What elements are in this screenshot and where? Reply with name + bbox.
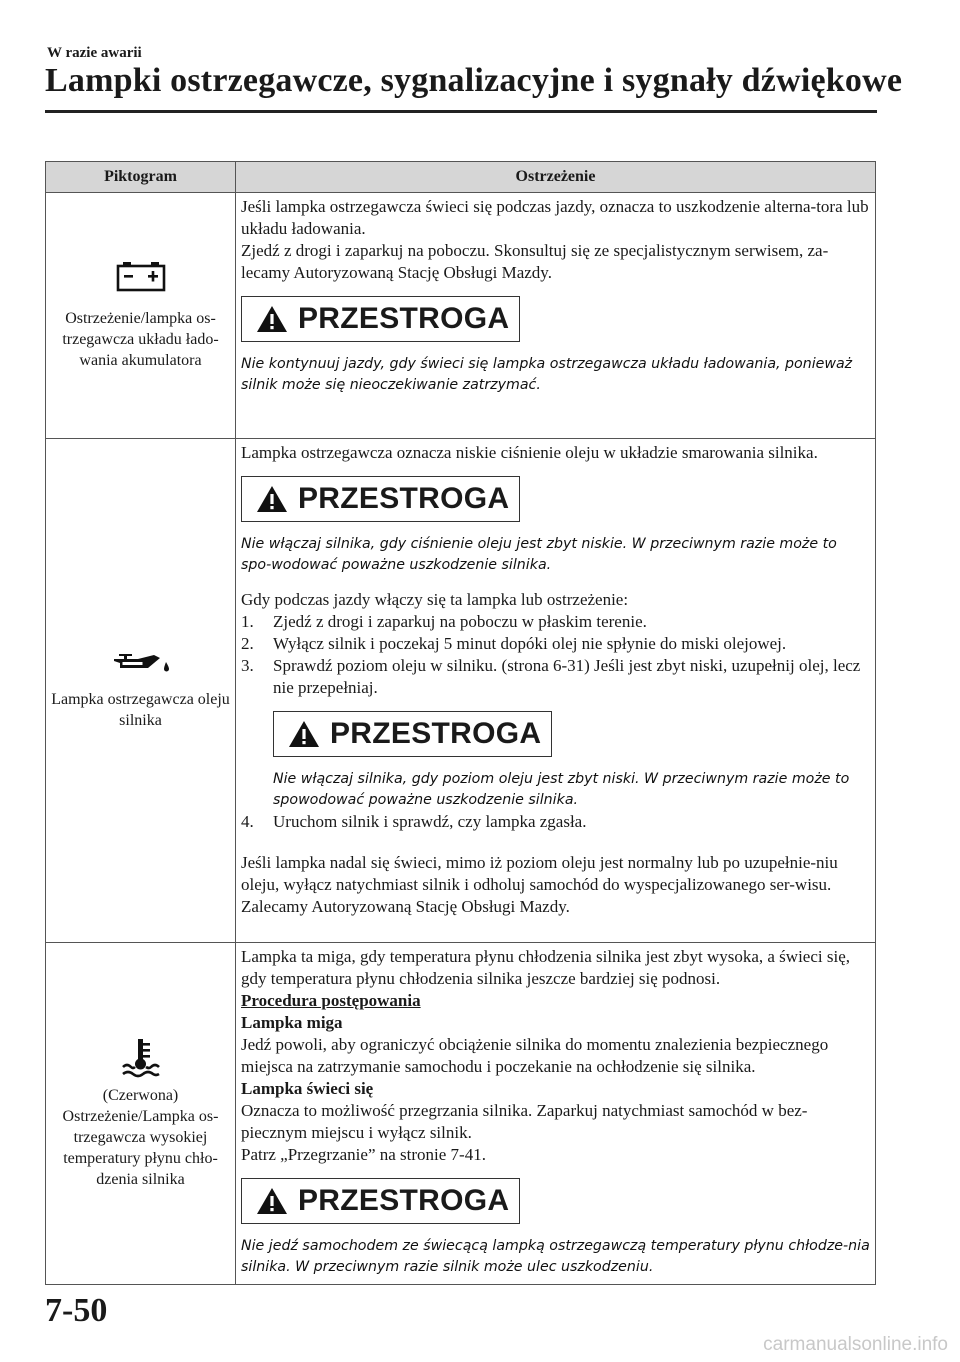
- coolant-temperature-icon: [121, 1037, 161, 1079]
- caution-box: [273, 711, 552, 757]
- column-header-pictogram: Piktogram: [46, 162, 236, 193]
- caution-label: PRZESTROGA: [298, 302, 510, 335]
- caution-label: PRZESTROGA: [298, 482, 510, 515]
- warning-text: Lampka ostrzegawcza oznacza niskie ciśnienie oleju w układzie smarowania silnika.: [241, 443, 818, 462]
- list-item: 4. Uruchom silnik i sprawdź, czy lampka zgasła.: [241, 812, 587, 831]
- caution-box: [241, 296, 520, 342]
- page-title: Lampki ostrzegawcze, sygnalizacyjne i sygnały dźwiękowe: [45, 62, 903, 99]
- lit-heading: Lampka świeci się: [241, 1079, 374, 1098]
- warning-triangle-icon: [288, 720, 320, 748]
- warning-text: Zjedź z drogi i zaparkuj na poboczu. Skonsultuj się ze specjalistycznym serwisem, za-lecamy Autoryzowaną Stację Obsługi Mazdy.: [241, 241, 829, 282]
- battery-icon: [114, 260, 168, 292]
- warning-cell: [236, 193, 876, 439]
- blink-heading: Lampka miga: [241, 1013, 343, 1032]
- caution-box: [241, 476, 520, 522]
- warning-triangle-icon: [256, 305, 288, 333]
- warning-text: Jedź powoli, aby ograniczyć obciążenie silnika do momentu znalezienia bezpiecznego miejsca na zatrzymanie samochodu i poczekanie na ochłodzenie się silnika.: [241, 1035, 829, 1076]
- oil-can-icon: [108, 651, 174, 677]
- warning-text: Oznacza to możliwość przegrzania silnika. Zaparkuj natychmiast samochód w bez-piecznym miejscu i wyłącz silnik.: [241, 1101, 808, 1142]
- warning-text: Lampka ta miga, gdy temperatura płynu chłodzenia silnika jest zbyt wysoka, a świeci się, gdy temperatura płynu chłodzenia silnika jeszcze bardziej się podnosi.: [241, 947, 850, 988]
- warning-triangle-icon: [256, 1187, 288, 1215]
- pictogram-cell: [46, 943, 236, 1285]
- list-item: 2. Wyłącz silnik i poczekaj 5 minut dopóki olej nie spłynie do miski olejowej.: [241, 634, 787, 653]
- pictogram-cell: [46, 193, 236, 439]
- warning-lights-table: [45, 161, 876, 1285]
- caution-text: Nie włączaj silnika, gdy ciśnienie oleju jest zbyt niskie. W przeciwnym razie może to spo-wodować poważne uszkodzenie silnika.: [241, 536, 837, 573]
- section-label: W razie awarii: [47, 45, 142, 61]
- column-header-warning: Ostrzeżenie: [236, 162, 876, 193]
- warning-text: Jeśli lampka nadal się świeci, mimo iż poziom oleju jest normalny lub po uzupełnie-niu oleju, wyłącz natychmiast silnik i odholuj samochód do wyspecjalizowanego ser-wisu. Zalecamy Autoryzowaną Stację Obsługi Mazdy.: [241, 853, 838, 916]
- table-row: [46, 193, 876, 439]
- list-item: 3. Sprawdź poziom oleju w silniku. (strona 6-31) Jeśli jest zbyt niski, uzupełnij olej, lecz nie przepełniaj.: [241, 656, 861, 697]
- table-row: [46, 943, 876, 1285]
- table-row: [46, 439, 876, 943]
- caution-box: [241, 1178, 520, 1224]
- steps-list: [241, 811, 871, 833]
- page-number: 7-50: [45, 1292, 108, 1329]
- caution-label: PRZESTROGA: [298, 1184, 510, 1217]
- watermark: carmanualsonline.info: [763, 1334, 948, 1355]
- pictogram-label: Ostrzeżenie/lampka os-trzegawcza układu łado-wania akumulatora: [62, 310, 219, 369]
- warning-cell: [236, 439, 876, 943]
- list-item: 1. Zjedź z drogi i zaparkuj na poboczu w płaskim terenie.: [241, 612, 647, 631]
- caution-text: Nie kontynuuj jazdy, gdy świeci się lampka ostrzegawcza układu ładowania, ponieważ silnik może się nieoczekiwanie zatrzymać.: [241, 356, 853, 393]
- title-rule: [45, 110, 877, 113]
- pictogram-cell: [46, 439, 236, 943]
- warning-triangle-icon: [256, 485, 288, 513]
- pictogram-color-note: (Czerwona): [102, 1087, 179, 1104]
- pictogram-label: Lampka ostrzegawcza oleju silnika: [51, 690, 230, 729]
- table-header-row: [46, 162, 876, 193]
- pictogram-label: Ostrzeżenie/Lampka os-trzegawcza wysokiej temperatury płynu chło-dzenia silnika: [62, 1108, 219, 1188]
- caution-label: PRZESTROGA: [330, 717, 542, 750]
- warning-text: Jeśli lampka ostrzegawcza świeci się podczas jazdy, oznacza to uszkodzenie alterna-tora lub układu ładowania.: [241, 197, 869, 238]
- caution-text: Nie jedź samochodem ze świecącą lampką ostrzegawczą temperatury płynu chłodze-nia silnika. W przeciwnym razie silnik może ulec uszkodzeniu.: [241, 1238, 870, 1275]
- warning-cell: [236, 943, 876, 1285]
- procedure-heading: Procedura postępowania: [241, 991, 421, 1010]
- steps-list: [241, 611, 871, 699]
- caution-text: Nie włączaj silnika, gdy poziom oleju jest zbyt niski. W przeciwnym razie może to spowodować poważne uszkodzenie silnika.: [273, 771, 850, 808]
- page-reference: Patrz „Przegrzanie” na stronie 7-41.: [241, 1145, 486, 1164]
- warning-text: Gdy podczas jazdy włączy się ta lampka lub ostrzeżenie:: [241, 590, 629, 609]
